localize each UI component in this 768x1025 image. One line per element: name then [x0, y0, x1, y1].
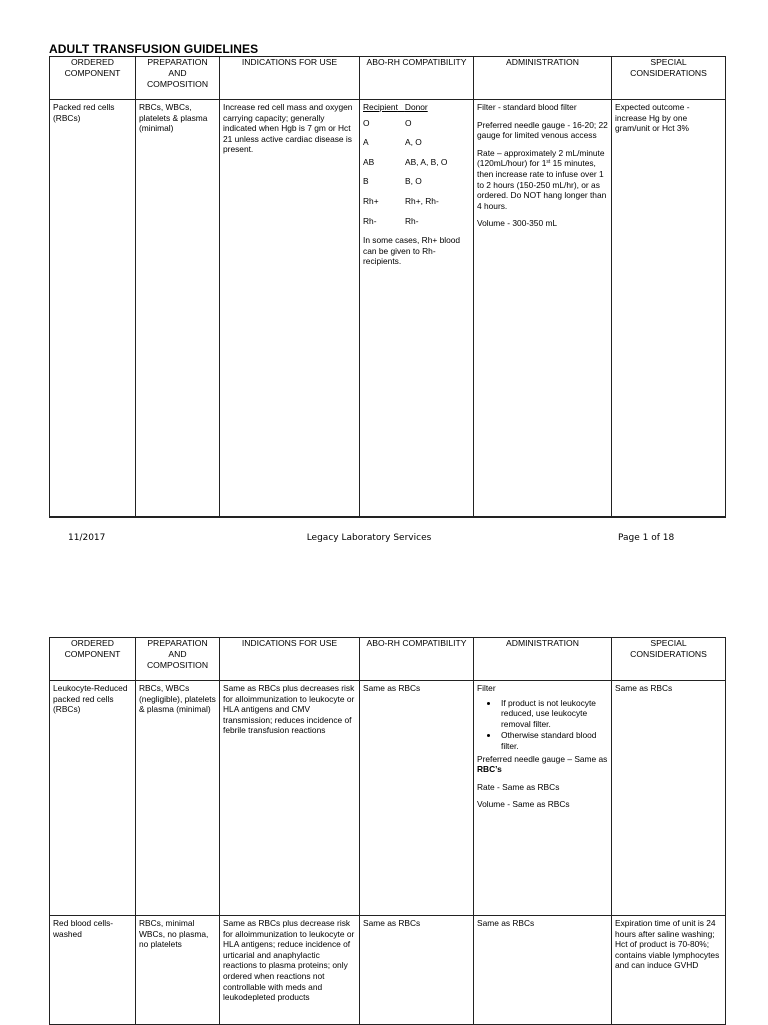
- compat-spacer: [398, 102, 405, 113]
- cell-indications: Same as RBCs plus decrease risk for alloimmunization to leukocyte or HLA antigens; reduce incidence of urticarial and anaphylactic reactions to plasma proteins; only ordered when reactions not controllable with meds and leukodepleted products: [220, 916, 360, 1025]
- admin-volume: Volume - 300-350 mL: [477, 218, 558, 229]
- table-header-row: [50, 638, 726, 681]
- admin-rate-text: Rate – approximately 2 mL/minute (120mL/hour) for 1: [477, 147, 605, 169]
- header-abo-rh: ABO-RH COMPATIBILITY: [360, 638, 474, 681]
- compat-pair-row: [363, 176, 470, 187]
- list-item: • Otherwise standard blood filter.: [499, 730, 608, 751]
- document-title: ADULT TRANSFUSION GUIDELINES: [49, 42, 259, 56]
- compat-donor: B, O: [405, 176, 422, 187]
- donor-label: Donor: [404, 102, 428, 112]
- table-header-row: [50, 57, 726, 100]
- header-special: SPECIAL CONSIDERATIONS: [612, 57, 726, 100]
- cell-compatibility: [360, 100, 474, 518]
- cell-administration: Same as RBCs: [474, 916, 612, 1025]
- compat-donor: Rh+, Rh-: [405, 195, 439, 206]
- admin-needle-rbc: RBC’s: [477, 764, 502, 775]
- header-ordered-component: ORDERED COMPONENT: [50, 57, 136, 100]
- cell-indications: Increase red cell mass and oxygen carrying capacity; generally indicated when Hgb is 7 gm or Hct 21 unless active cardiac disease is present.: [220, 100, 360, 518]
- admin-rate: Rate - Same as RBCs: [477, 781, 560, 792]
- compat-recipient: B: [363, 176, 369, 187]
- header-administration: ADMINISTRATION: [474, 638, 612, 681]
- compat-note: In some cases, Rh+ blood can be given to Rh- recipients.: [363, 235, 461, 267]
- cell-component: Leukocyte-Reduced packed red cells (RBCs): [50, 681, 136, 916]
- cell-indications: Same as RBCs plus decreases risk for alloimmunization to leukocyte or HLA antigens and CMV transmission; reduces incidence of febrile transfusion reactions: [220, 681, 360, 916]
- compat-recipient: O: [363, 117, 370, 128]
- compat-donor: A, O: [405, 137, 422, 148]
- footer-page-number: Page 1 of 18: [618, 533, 675, 543]
- header-administration: ADMINISTRATION: [474, 57, 612, 100]
- guidelines-table-page-1: [49, 56, 726, 518]
- compat-recipient: A: [363, 137, 369, 148]
- cell-administration: [474, 100, 612, 518]
- header-special: SPECIAL CONSIDERATIONS: [612, 638, 726, 681]
- cell-compatibility: Same as RBCs: [360, 681, 474, 916]
- cell-special: Expected outcome - increase Hg by one gram/unit or Hct 3%: [612, 100, 726, 518]
- header-indications: INDICATIONS FOR USE: [220, 57, 360, 100]
- compat-pair-row: [363, 216, 470, 227]
- cell-preparation: RBCs, WBCs (negligible), platelets & plasma (minimal): [136, 681, 220, 916]
- admin-filter: Filter - standard blood filter: [477, 102, 577, 112]
- admin-rate: [477, 148, 608, 212]
- table-row: [50, 681, 726, 916]
- header-preparation: PREPARATION AND COMPOSITION: [136, 638, 220, 681]
- table-row: [50, 100, 726, 518]
- compat-donor: O: [405, 117, 412, 128]
- compat-header: [363, 102, 470, 113]
- guidelines-table-page-2: [49, 637, 726, 1025]
- header-ordered-component: ORDERED COMPONENT: [50, 638, 136, 681]
- table-row: [50, 916, 726, 1025]
- compat-donor: AB, A, B, O: [405, 156, 448, 167]
- recipient-label: Recipient: [363, 102, 398, 112]
- admin-bullet-list: [477, 698, 608, 752]
- compat-pair-row: [363, 137, 470, 148]
- header-abo-rh: ABO-RH COMPATIBILITY: [360, 57, 474, 100]
- compat-pairs: [363, 118, 470, 227]
- compat-recipient: Rh-: [363, 215, 377, 226]
- footer-date: 11/2017: [68, 533, 106, 543]
- admin-needle: [477, 754, 608, 775]
- compat-donor: Rh-: [405, 215, 419, 226]
- list-item: • If product is not leukocyte reduced, use leukocyte removal filter.: [499, 698, 608, 730]
- compat-pair-row: [363, 118, 470, 129]
- cell-administration: [474, 681, 612, 916]
- compat-pair-row: [363, 196, 470, 207]
- compat-pair-row: [363, 157, 470, 168]
- admin-filter: Filter: [477, 683, 496, 693]
- admin-rate-text-2: 15 minutes, then increase rate to infuse over 1 to 2 hours (150-250 mL/hr), or as ordered. Do NOT hang longer than 4 hours.: [477, 158, 607, 211]
- admin-rate-sup: st: [546, 159, 551, 166]
- admin-needle-text: Preferred needle gauge – Same as: [477, 753, 608, 764]
- compat-recipient: AB: [363, 156, 375, 167]
- cell-component: Red blood cells-washed: [50, 916, 136, 1025]
- admin-volume: Volume - Same as RBCs: [477, 799, 570, 810]
- cell-special: Expiration time of unit is 24 hours after saline washing; Hct of product is 70-80%; contains viable lymphocytes and can induce GVHD: [612, 916, 726, 1025]
- cell-component: Packed red cells (RBCs): [50, 100, 136, 518]
- compat-recipient: Rh+: [363, 195, 379, 206]
- cell-compatibility: Same as RBCs: [360, 916, 474, 1025]
- admin-needle: Preferred needle gauge - 16-20; 22 gauge for limited venous access: [477, 119, 608, 141]
- footer-organization: Legacy Laboratory Services: [306, 533, 432, 543]
- header-preparation: PREPARATION AND COMPOSITION: [136, 57, 220, 100]
- cell-special: Same as RBCs: [612, 681, 726, 916]
- cell-preparation: RBCs, WBCs, platelets & plasma (minimal): [136, 100, 220, 518]
- cell-preparation: RBCs, minimal WBCs, no plasma, no platelets: [136, 916, 220, 1025]
- header-indications: INDICATIONS FOR USE: [220, 638, 360, 681]
